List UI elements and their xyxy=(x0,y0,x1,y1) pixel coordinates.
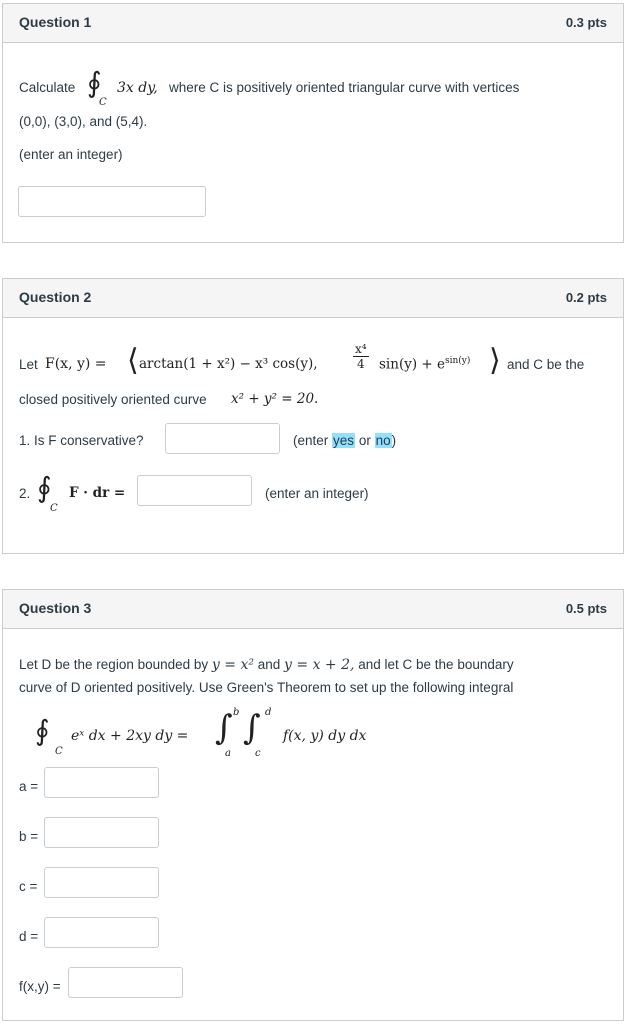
q3-outer-integral-sign: ∫ xyxy=(215,708,233,748)
q2-right-angle: ⟩ xyxy=(489,343,501,378)
question-2-card xyxy=(2,278,624,554)
q3-f-input[interactable] xyxy=(68,967,183,998)
question-1-title: Question 1 xyxy=(19,14,92,30)
q2-component-2-text: sin(y) + e xyxy=(379,356,445,373)
q3-outer-upper-limit: b xyxy=(233,707,240,718)
question-2-points: 0.2 pts xyxy=(565,290,607,305)
q3-b-input[interactable] xyxy=(44,817,159,848)
q3-boundary-text: and let C be the boundary xyxy=(358,657,514,672)
q2-hint-suffix: ) xyxy=(391,433,397,448)
q2-and-c-text: and C be the xyxy=(507,357,585,372)
question-2-title: Question 2 xyxy=(19,289,92,305)
q2-fraction-denominator: 4 xyxy=(356,357,365,371)
q3-and-text: and xyxy=(257,657,281,672)
q3-d-input[interactable] xyxy=(44,917,159,948)
q2-field-lhs xyxy=(45,356,107,372)
q3-line2: curve of D oriented positively. Use Green's Theorem to set up the following integral xyxy=(19,680,514,695)
q3-contour-integral-sign: ∮ xyxy=(35,714,50,747)
q2-contour-integral-sign: ∮ xyxy=(37,471,52,504)
q2-part1-hint xyxy=(293,433,396,448)
q3-inner-upper-limit: d xyxy=(265,707,272,718)
question-1-points: 0.3 pts xyxy=(565,15,607,30)
q2-let-text: Let xyxy=(19,357,38,372)
q3-bounded-text: Let D be the region bounded by xyxy=(19,657,209,672)
q3-equation-1: y = x² xyxy=(211,657,254,673)
q2-hint-yes: yes xyxy=(333,433,355,448)
q3-label-d: d = xyxy=(19,929,39,944)
q3-equation-2: y = x + 2, xyxy=(284,657,355,673)
q2-fraction-numerator: x⁴ xyxy=(355,342,367,356)
q3-a-input[interactable] xyxy=(44,767,159,798)
question-1-header xyxy=(3,4,623,43)
q2-conservative-input[interactable] xyxy=(165,423,280,454)
q3-integral-subscript: C xyxy=(55,746,63,757)
q1-calculate-text: Calculate xyxy=(19,80,76,95)
q2-part2-expression: F · dr = xyxy=(69,485,126,501)
q2-hint-or: or xyxy=(358,433,371,448)
q1-integrand: 3x dy, xyxy=(117,80,158,96)
q2-field-lhs-text: F(x, y) = xyxy=(45,356,107,372)
q3-rhs-integrand: f(x, y) dy dx xyxy=(283,728,367,744)
q2-component-1: arctan(1 + x²) − x³ cos(y), xyxy=(139,356,318,372)
q2-line-integral-input[interactable] xyxy=(137,475,252,506)
q3-label-f: f(x,y) = xyxy=(19,979,61,994)
q2-hint-prefix: (enter xyxy=(293,433,329,448)
q2-left-angle: ⟨ xyxy=(127,343,139,378)
q2-hint-no: no xyxy=(375,433,391,448)
q3-c-input[interactable] xyxy=(44,867,159,898)
q3-label-a: a = xyxy=(19,779,39,794)
q1-where-text: where C is positively oriented triangular curve with vertices xyxy=(169,80,520,95)
question-1-card xyxy=(2,3,624,243)
question-3-title: Question 3 xyxy=(19,600,92,616)
q3-line1 xyxy=(19,657,514,673)
question-3-header xyxy=(3,590,623,629)
q2-part1-label: 1. Is F conservative? xyxy=(19,433,144,448)
q2-part2-label: 2. xyxy=(19,486,31,501)
q1-vertices-text: (0,0), (3,0), and (5,4). xyxy=(19,114,148,129)
q3-inner-lower-limit: c xyxy=(255,748,261,759)
q3-outer-lower-limit: a xyxy=(225,748,231,759)
q1-hint-text: (enter an integer) xyxy=(19,147,123,162)
q1-integral-subscript: C xyxy=(99,97,107,108)
q1-answer-input[interactable] xyxy=(18,186,206,217)
q3-inner-integral-sign: ∫ xyxy=(243,708,261,748)
question-3-card xyxy=(2,589,624,1021)
q3-label-b: b = xyxy=(19,829,39,844)
q2-curve-equation: x² + y² = 20. xyxy=(231,391,319,407)
question-2-header xyxy=(3,279,623,318)
q2-component-2 xyxy=(379,356,470,373)
q3-lhs-integrand: eˣ dx + 2xy dy = xyxy=(71,728,189,744)
question-3-points: 0.5 pts xyxy=(565,601,607,616)
q2-integral-subscript: C xyxy=(50,503,58,514)
q3-label-c: c = xyxy=(19,879,38,894)
q2-closed-curve-text: closed positively oriented curve xyxy=(19,392,207,407)
q2-fraction xyxy=(353,342,369,371)
q1-contour-integral-sign: ∮ xyxy=(87,66,102,99)
q2-exponent: sin(y) xyxy=(444,356,471,366)
q2-part2-hint: (enter an integer) xyxy=(265,486,369,501)
